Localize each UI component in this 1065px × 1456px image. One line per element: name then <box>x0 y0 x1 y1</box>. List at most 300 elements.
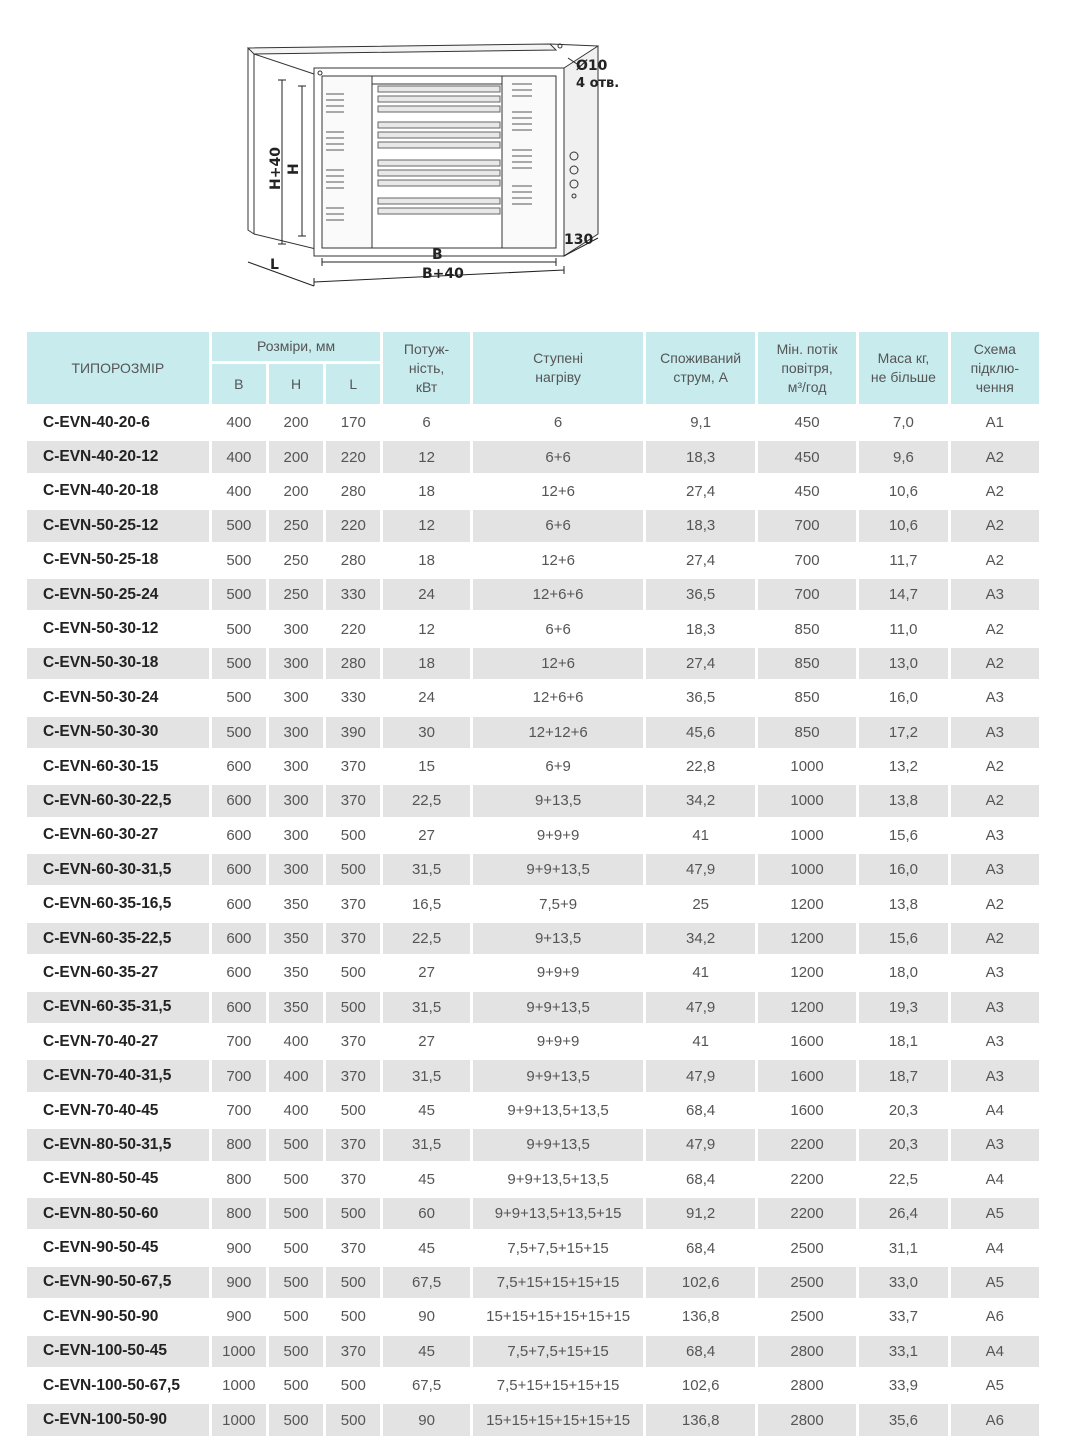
cell-mass: 14,7 <box>859 579 947 610</box>
cell-mass: 19,3 <box>859 992 947 1023</box>
cell-stages: 9+9+9 <box>473 957 644 988</box>
cell-scheme: A4 <box>951 1336 1039 1367</box>
cell-scheme: A1 <box>951 407 1039 438</box>
header-dim-b: B <box>212 364 266 404</box>
cell-mass: 9,6 <box>859 441 947 472</box>
cell-b: 600 <box>212 785 266 816</box>
cell-model: C-EVN-100-50-90 <box>27 1404 209 1435</box>
table-row <box>27 682 1039 713</box>
cell-stages: 7,5+15+15+15+15 <box>473 1267 644 1298</box>
cell-current: 45,6 <box>646 717 754 748</box>
cell-b: 600 <box>212 820 266 851</box>
cell-stages: 9+13,5 <box>473 785 644 816</box>
cell-current: 68,4 <box>646 1164 754 1195</box>
cell-current: 102,6 <box>646 1370 754 1401</box>
cell-h: 200 <box>269 441 323 472</box>
cell-current: 91,2 <box>646 1198 754 1229</box>
cell-b: 500 <box>212 545 266 576</box>
cell-scheme: A3 <box>951 682 1039 713</box>
cell-stages: 7,5+9 <box>473 888 644 919</box>
cell-power: 27 <box>383 957 469 988</box>
cell-airflow: 1000 <box>758 751 856 782</box>
cell-power: 45 <box>383 1232 469 1263</box>
cell-airflow: 1000 <box>758 854 856 885</box>
table-row <box>27 751 1039 782</box>
heater-drawing <box>230 40 650 300</box>
cell-scheme: A2 <box>951 648 1039 679</box>
cell-model: C-EVN-100-50-45 <box>27 1336 209 1367</box>
cell-l: 370 <box>326 1026 380 1057</box>
cell-current: 47,9 <box>646 1129 754 1160</box>
cell-power: 18 <box>383 476 469 507</box>
cell-current: 68,4 <box>646 1095 754 1126</box>
cell-stages: 6+6 <box>473 510 644 541</box>
cell-airflow: 450 <box>758 441 856 472</box>
cell-stages: 6+6 <box>473 441 644 472</box>
cell-mass: 33,0 <box>859 1267 947 1298</box>
cell-scheme: A3 <box>951 957 1039 988</box>
cell-stages: 7,5+7,5+15+15 <box>473 1336 644 1367</box>
cell-airflow: 2200 <box>758 1129 856 1160</box>
cell-b: 1000 <box>212 1336 266 1367</box>
cell-b: 700 <box>212 1095 266 1126</box>
cell-b: 800 <box>212 1198 266 1229</box>
cell-mass: 18,7 <box>859 1060 947 1091</box>
cell-airflow: 850 <box>758 613 856 644</box>
cell-model: C-EVN-50-30-30 <box>27 717 209 748</box>
cell-b: 900 <box>212 1267 266 1298</box>
table-row <box>27 1301 1039 1332</box>
cell-power: 45 <box>383 1336 469 1367</box>
cell-power: 31,5 <box>383 992 469 1023</box>
cell-scheme: A6 <box>951 1404 1039 1435</box>
table-row <box>27 1026 1039 1057</box>
cell-current: 27,4 <box>646 476 754 507</box>
cell-scheme: A2 <box>951 441 1039 472</box>
cell-mass: 35,6 <box>859 1404 947 1435</box>
cell-current: 27,4 <box>646 545 754 576</box>
cell-airflow: 1600 <box>758 1060 856 1091</box>
cell-airflow: 1200 <box>758 957 856 988</box>
cell-h: 300 <box>269 820 323 851</box>
cell-model: C-EVN-50-25-24 <box>27 579 209 610</box>
cell-current: 36,5 <box>646 682 754 713</box>
cell-scheme: A3 <box>951 992 1039 1023</box>
cell-model: C-EVN-70-40-45 <box>27 1095 209 1126</box>
cell-l: 500 <box>326 854 380 885</box>
cell-airflow: 2800 <box>758 1336 856 1367</box>
cell-power: 27 <box>383 820 469 851</box>
cell-l: 220 <box>326 510 380 541</box>
cell-airflow: 2800 <box>758 1370 856 1401</box>
cell-power: 31,5 <box>383 1060 469 1091</box>
cell-scheme: A5 <box>951 1198 1039 1229</box>
cell-model: C-EVN-100-50-67,5 <box>27 1370 209 1401</box>
cell-mass: 33,9 <box>859 1370 947 1401</box>
cell-l: 370 <box>326 1336 380 1367</box>
cell-b: 1000 <box>212 1370 266 1401</box>
table-row <box>27 613 1039 644</box>
cell-airflow: 700 <box>758 579 856 610</box>
spec-table-body <box>27 407 1039 1436</box>
cell-mass: 15,6 <box>859 923 947 954</box>
cell-airflow: 2500 <box>758 1232 856 1263</box>
cell-stages: 12+6 <box>473 648 644 679</box>
cell-power: 12 <box>383 510 469 541</box>
cell-model: C-EVN-60-35-31,5 <box>27 992 209 1023</box>
cell-scheme: A3 <box>951 1026 1039 1057</box>
cell-model: C-EVN-90-50-67,5 <box>27 1267 209 1298</box>
header-current: Споживаний струм, А <box>646 332 754 404</box>
cell-b: 400 <box>212 441 266 472</box>
table-row <box>27 1336 1039 1367</box>
cell-stages: 7,5+15+15+15+15 <box>473 1370 644 1401</box>
cell-model: C-EVN-50-25-18 <box>27 545 209 576</box>
table-row <box>27 579 1039 610</box>
cell-h: 200 <box>269 476 323 507</box>
cell-current: 18,3 <box>646 510 754 541</box>
cell-power: 27 <box>383 1026 469 1057</box>
header-stages: Ступені нагріву <box>473 332 644 404</box>
cell-l: 370 <box>326 1060 380 1091</box>
cell-l: 370 <box>326 1232 380 1263</box>
cell-airflow: 1000 <box>758 820 856 851</box>
cell-h: 300 <box>269 785 323 816</box>
cell-scheme: A2 <box>951 613 1039 644</box>
cell-current: 68,4 <box>646 1232 754 1263</box>
cell-l: 500 <box>326 957 380 988</box>
header-scheme: Схема підклю- чення <box>951 332 1039 404</box>
cell-current: 136,8 <box>646 1404 754 1435</box>
header-power: Потуж- ність, кВт <box>383 332 469 404</box>
table-row <box>27 992 1039 1023</box>
cell-b: 1000 <box>212 1404 266 1435</box>
cell-model: C-EVN-50-30-18 <box>27 648 209 679</box>
cell-b: 600 <box>212 751 266 782</box>
cell-h: 400 <box>269 1095 323 1126</box>
cell-mass: 18,1 <box>859 1026 947 1057</box>
cell-model: C-EVN-40-20-18 <box>27 476 209 507</box>
cell-airflow: 1200 <box>758 923 856 954</box>
cell-h: 300 <box>269 613 323 644</box>
cell-l: 500 <box>326 1370 380 1401</box>
cell-scheme: A3 <box>951 854 1039 885</box>
cell-model: C-EVN-80-50-45 <box>27 1164 209 1195</box>
cell-l: 370 <box>326 751 380 782</box>
cell-airflow: 2500 <box>758 1267 856 1298</box>
cell-airflow: 700 <box>758 510 856 541</box>
depth-label: 130 <box>564 232 594 248</box>
cell-model: C-EVN-50-25-12 <box>27 510 209 541</box>
cell-mass: 15,6 <box>859 820 947 851</box>
cell-l: 390 <box>326 717 380 748</box>
cell-power: 18 <box>383 648 469 679</box>
cell-power: 31,5 <box>383 1129 469 1160</box>
cell-current: 102,6 <box>646 1267 754 1298</box>
cell-h: 500 <box>269 1336 323 1367</box>
cell-current: 22,8 <box>646 751 754 782</box>
cell-mass: 11,7 <box>859 545 947 576</box>
cell-stages: 6 <box>473 407 644 438</box>
cell-l: 280 <box>326 545 380 576</box>
cell-l: 220 <box>326 441 380 472</box>
cell-mass: 11,0 <box>859 613 947 644</box>
cell-b: 800 <box>212 1129 266 1160</box>
cell-model: C-EVN-70-40-27 <box>27 1026 209 1057</box>
cell-airflow: 1200 <box>758 888 856 919</box>
cell-mass: 17,2 <box>859 717 947 748</box>
hole-count-label: 4 отв. <box>576 76 620 91</box>
cell-power: 18 <box>383 545 469 576</box>
cell-mass: 26,4 <box>859 1198 947 1229</box>
header-model: ТИПОРОЗМІР <box>27 332 209 404</box>
cell-airflow: 1000 <box>758 785 856 816</box>
cell-l: 280 <box>326 648 380 679</box>
cell-h: 500 <box>269 1164 323 1195</box>
cell-stages: 12+6 <box>473 476 644 507</box>
cell-h: 250 <box>269 510 323 541</box>
cell-scheme: A5 <box>951 1267 1039 1298</box>
cell-stages: 6+9 <box>473 751 644 782</box>
cell-airflow: 450 <box>758 407 856 438</box>
cell-current: 34,2 <box>646 923 754 954</box>
table-row <box>27 1404 1039 1435</box>
cell-model: C-EVN-60-35-22,5 <box>27 923 209 954</box>
cell-power: 67,5 <box>383 1370 469 1401</box>
b-label: B <box>432 247 443 263</box>
cell-l: 330 <box>326 579 380 610</box>
b40-label: B+40 <box>422 266 464 282</box>
cell-stages: 9+9+13,5 <box>473 854 644 885</box>
cell-model: C-EVN-70-40-31,5 <box>27 1060 209 1091</box>
cell-mass: 13,0 <box>859 648 947 679</box>
table-row <box>27 1267 1039 1298</box>
cell-stages: 12+12+6 <box>473 717 644 748</box>
cell-l: 500 <box>326 1198 380 1229</box>
cell-airflow: 2200 <box>758 1198 856 1229</box>
cell-h: 300 <box>269 717 323 748</box>
cell-scheme: A3 <box>951 1129 1039 1160</box>
header-dim-h: H <box>269 364 323 404</box>
cell-h: 300 <box>269 751 323 782</box>
cell-mass: 7,0 <box>859 407 947 438</box>
cell-power: 45 <box>383 1164 469 1195</box>
cell-stages: 9+9+13,5+13,5 <box>473 1095 644 1126</box>
cell-airflow: 850 <box>758 682 856 713</box>
cell-airflow: 2800 <box>758 1404 856 1435</box>
table-row <box>27 1232 1039 1263</box>
cell-current: 9,1 <box>646 407 754 438</box>
cell-h: 350 <box>269 957 323 988</box>
cell-h: 500 <box>269 1198 323 1229</box>
cell-l: 330 <box>326 682 380 713</box>
cell-mass: 33,1 <box>859 1336 947 1367</box>
cell-mass: 33,7 <box>859 1301 947 1332</box>
header-mass: Маса кг, не більше <box>859 332 947 404</box>
cell-current: 34,2 <box>646 785 754 816</box>
cell-mass: 20,3 <box>859 1129 947 1160</box>
cell-current: 41 <box>646 1026 754 1057</box>
cell-h: 350 <box>269 888 323 919</box>
cell-model: C-EVN-50-30-12 <box>27 613 209 644</box>
cell-model: C-EVN-60-30-27 <box>27 820 209 851</box>
cell-current: 136,8 <box>646 1301 754 1332</box>
table-row <box>27 820 1039 851</box>
cell-b: 500 <box>212 579 266 610</box>
cell-h: 500 <box>269 1370 323 1401</box>
h-label: H <box>286 163 302 175</box>
cell-model: C-EVN-80-50-31,5 <box>27 1129 209 1160</box>
cell-power: 6 <box>383 407 469 438</box>
table-row <box>27 1370 1039 1401</box>
cell-b: 500 <box>212 648 266 679</box>
cell-mass: 10,6 <box>859 510 947 541</box>
cell-current: 27,4 <box>646 648 754 679</box>
cell-power: 12 <box>383 441 469 472</box>
cell-model: C-EVN-60-35-27 <box>27 957 209 988</box>
cell-model: C-EVN-50-30-24 <box>27 682 209 713</box>
cell-h: 400 <box>269 1060 323 1091</box>
table-row <box>27 923 1039 954</box>
cell-power: 15 <box>383 751 469 782</box>
hole-diameter-label: Ø10 <box>576 58 608 74</box>
cell-current: 18,3 <box>646 613 754 644</box>
cell-power: 22,5 <box>383 785 469 816</box>
cell-h: 500 <box>269 1267 323 1298</box>
cell-power: 45 <box>383 1095 469 1126</box>
cell-l: 370 <box>326 1129 380 1160</box>
table-row <box>27 1129 1039 1160</box>
table-row <box>27 1198 1039 1229</box>
cell-l: 170 <box>326 407 380 438</box>
cell-airflow: 700 <box>758 545 856 576</box>
cell-airflow: 850 <box>758 717 856 748</box>
table-row <box>27 407 1039 438</box>
cell-l: 500 <box>326 820 380 851</box>
cell-power: 30 <box>383 717 469 748</box>
cell-model: C-EVN-40-20-12 <box>27 441 209 472</box>
cell-scheme: A2 <box>951 888 1039 919</box>
cell-scheme: A2 <box>951 545 1039 576</box>
table-row <box>27 1060 1039 1091</box>
table-row <box>27 888 1039 919</box>
cell-h: 500 <box>269 1129 323 1160</box>
cell-stages: 9+9+13,5+13,5 <box>473 1164 644 1195</box>
cell-mass: 16,0 <box>859 854 947 885</box>
table-row <box>27 785 1039 816</box>
cell-power: 90 <box>383 1404 469 1435</box>
cell-h: 350 <box>269 992 323 1023</box>
cell-l: 500 <box>326 1267 380 1298</box>
cell-h: 350 <box>269 923 323 954</box>
cell-mass: 13,2 <box>859 751 947 782</box>
table-row <box>27 441 1039 472</box>
cell-power: 22,5 <box>383 923 469 954</box>
header-airflow: Мін. потік повітря, м³/год <box>758 332 856 404</box>
cell-scheme: A4 <box>951 1232 1039 1263</box>
cell-current: 47,9 <box>646 1060 754 1091</box>
cell-stages: 15+15+15+15+15+15 <box>473 1404 644 1435</box>
cell-h: 250 <box>269 545 323 576</box>
cell-airflow: 1600 <box>758 1095 856 1126</box>
cell-l: 500 <box>326 1095 380 1126</box>
cell-stages: 9+9+13,5 <box>473 1060 644 1091</box>
table-row <box>27 957 1039 988</box>
cell-b: 700 <box>212 1026 266 1057</box>
cell-h: 500 <box>269 1301 323 1332</box>
cell-scheme: A2 <box>951 751 1039 782</box>
cell-b: 600 <box>212 992 266 1023</box>
cell-b: 500 <box>212 510 266 541</box>
cell-power: 31,5 <box>383 854 469 885</box>
cell-current: 47,9 <box>646 854 754 885</box>
cell-b: 900 <box>212 1301 266 1332</box>
cell-scheme: A4 <box>951 1095 1039 1126</box>
cell-h: 500 <box>269 1232 323 1263</box>
table-row <box>27 717 1039 748</box>
cell-current: 68,4 <box>646 1336 754 1367</box>
cell-model: C-EVN-90-50-90 <box>27 1301 209 1332</box>
cell-b: 800 <box>212 1164 266 1195</box>
cell-l: 370 <box>326 923 380 954</box>
cell-scheme: A3 <box>951 820 1039 851</box>
cell-h: 300 <box>269 854 323 885</box>
cell-power: 60 <box>383 1198 469 1229</box>
l-label: L <box>270 257 279 273</box>
cell-b: 600 <box>212 888 266 919</box>
cell-h: 300 <box>269 648 323 679</box>
cell-h: 200 <box>269 407 323 438</box>
cell-l: 500 <box>326 1404 380 1435</box>
cell-b: 400 <box>212 476 266 507</box>
cell-airflow: 850 <box>758 648 856 679</box>
cell-mass: 22,5 <box>859 1164 947 1195</box>
header-dim-l: L <box>326 364 380 404</box>
cell-model: C-EVN-60-30-31,5 <box>27 854 209 885</box>
cell-b: 500 <box>212 613 266 644</box>
cell-l: 280 <box>326 476 380 507</box>
table-row <box>27 854 1039 885</box>
cell-l: 370 <box>326 785 380 816</box>
cell-h: 250 <box>269 579 323 610</box>
cell-b: 600 <box>212 923 266 954</box>
cell-current: 41 <box>646 957 754 988</box>
cell-power: 90 <box>383 1301 469 1332</box>
cell-scheme: A3 <box>951 1060 1039 1091</box>
cell-airflow: 2500 <box>758 1301 856 1332</box>
cell-scheme: A2 <box>951 510 1039 541</box>
cell-mass: 10,6 <box>859 476 947 507</box>
cell-model: C-EVN-80-50-60 <box>27 1198 209 1229</box>
cell-scheme: A2 <box>951 476 1039 507</box>
cell-power: 12 <box>383 613 469 644</box>
cell-l: 370 <box>326 1164 380 1195</box>
cell-stages: 6+6 <box>473 613 644 644</box>
cell-stages: 9+9+13,5 <box>473 992 644 1023</box>
cell-b: 600 <box>212 854 266 885</box>
cell-mass: 20,3 <box>859 1095 947 1126</box>
header-dimensions: Розміри, мм <box>212 332 381 361</box>
cell-stages: 9+13,5 <box>473 923 644 954</box>
table-row <box>27 545 1039 576</box>
cell-l: 220 <box>326 613 380 644</box>
cell-airflow: 1200 <box>758 992 856 1023</box>
cell-current: 25 <box>646 888 754 919</box>
cell-h: 400 <box>269 1026 323 1057</box>
cell-scheme: A2 <box>951 923 1039 954</box>
cell-b: 400 <box>212 407 266 438</box>
cell-b: 700 <box>212 1060 266 1091</box>
